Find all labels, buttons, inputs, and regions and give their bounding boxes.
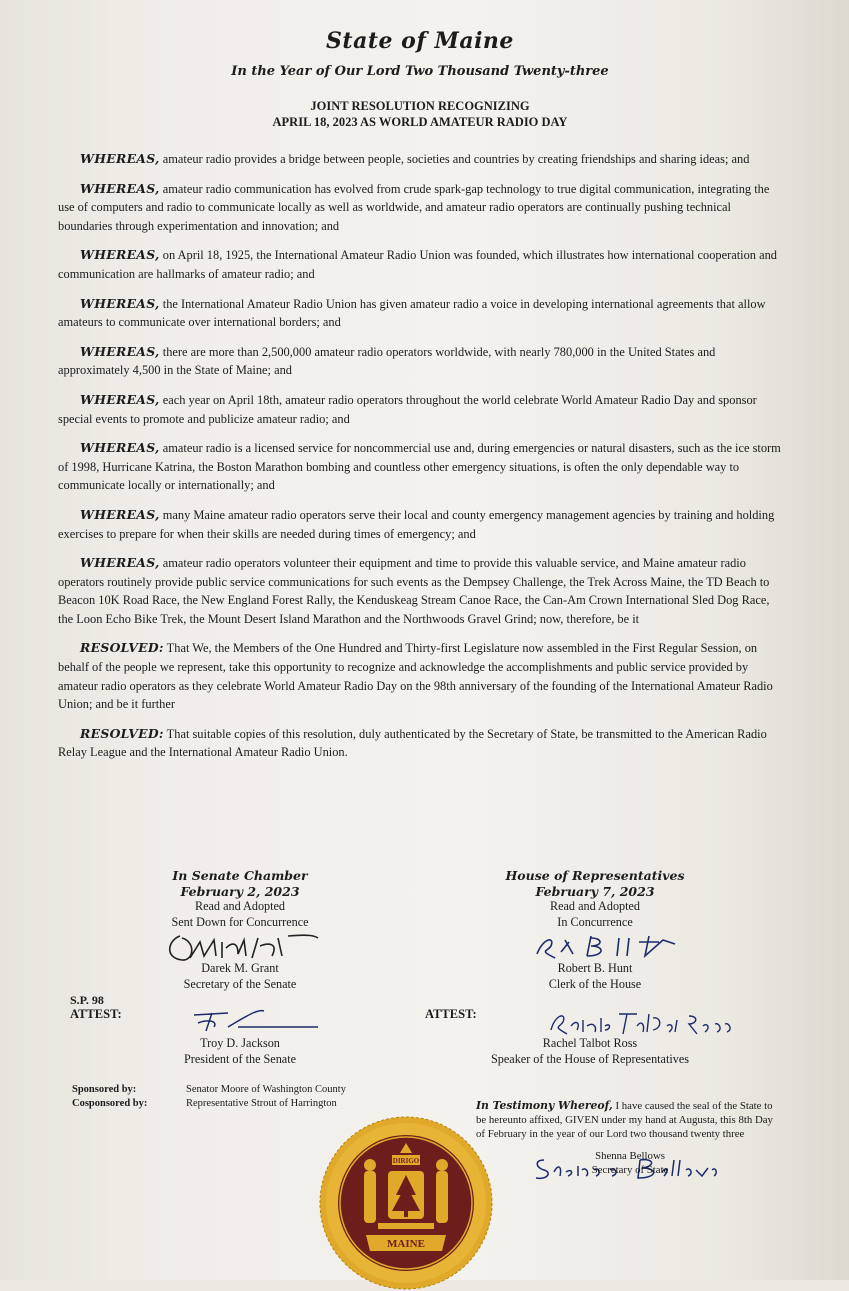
president-name: Troy D. Jackson — [200, 1036, 280, 1050]
resolved-paragraph — [58, 639, 786, 713]
maine-state-seal — [318, 1115, 494, 1291]
sos-name: Shenna Bellows — [595, 1150, 665, 1162]
senate-heading: In Senate Chamber — [172, 868, 308, 883]
paragraph-text: amateur radio provides a bridge between people, societies and countries by creating friendships and sharing ideas; and — [159, 152, 750, 166]
cosponsored-value: Representative Strout of Harrington — [186, 1098, 337, 1109]
sos-title: Secretary of State — [591, 1163, 669, 1176]
paragraph-text: the International Amateur Radio Union has given amateur radio a voice in developing international agreements that allow amateurs to communicate over international borders; and — [58, 296, 766, 330]
speaker-block — [450, 1036, 730, 1067]
paragraph-keyword: WHEREAS, — [80, 506, 160, 522]
senate-date: February 2, 2023 — [180, 883, 300, 899]
seal-banner — [366, 1235, 446, 1251]
house-heading: House of Representatives — [505, 868, 685, 883]
whereas-paragraph — [58, 506, 786, 543]
paragraph-keyword: WHEREAS, — [80, 247, 160, 263]
title-line-2: APRIL 18, 2023 AS WORLD AMATEUR RADIO DAY — [272, 115, 568, 129]
paragraph-text: That We, the Members of the One Hundred and Thirty-first Legislature now assembled in the First Regular Session, on behalf of the people we represent, take this opportunity to recognize and acknowledge the accomplishments and public service provided by amateur radio operators as they celebrate World Amateur Radio Day on the 98th anniversary of the founding of the International Amateur Radio Union; and be it further — [58, 641, 773, 712]
president-block — [150, 1036, 330, 1067]
house-signer: Robert B. Hunt — [557, 961, 633, 975]
whereas-paragraph — [58, 150, 786, 169]
sponsored-value: Senator Moore of Washington County — [186, 1084, 346, 1095]
resolved-paragraph — [58, 725, 786, 762]
grant-signature — [160, 928, 330, 970]
testimony-text: I have caused the seal of the State to be hereunto affixed, GIVEN under my hand at Augusta, this 8th Day of February in the year of our Lord two thousand twenty three — [476, 1100, 773, 1140]
testimony-lead: In Testimony Whereof, — [476, 1099, 613, 1112]
sp-number: S.P. 98 — [70, 993, 104, 1007]
whereas-paragraph — [58, 554, 786, 628]
paragraph-keyword: RESOLVED: — [80, 640, 164, 656]
paragraph-keyword: RESOLVED: — [80, 725, 164, 741]
whereas-paragraph — [58, 439, 786, 495]
whereas-paragraph — [58, 246, 786, 283]
sponsored-label: Sponsored by: — [72, 1084, 137, 1095]
president-title: President of the Senate — [183, 1051, 297, 1066]
paragraph-text: amateur radio communication has evolved from crude spark-gap technology to true digital communication, integrating the use of computers and radio to communicate locally as well as worldwide, and amateur radio operators are continually pushing technical boundaries through experimentation and innovation; and — [58, 181, 770, 233]
paragraph-text: on April 18, 1925, the International Amateur Radio Union was founded, which illustrates how international cooperation and communication are hallmarks of amateur radio; and — [58, 248, 777, 281]
paragraph-keyword: WHEREAS, — [80, 440, 160, 456]
senate-signer-title: Secretary of the Senate — [183, 976, 297, 991]
senate-signer: Darek M. Grant — [201, 961, 279, 975]
seal-motto: DIRIGO — [392, 1157, 420, 1165]
attest-label-left: ATTEST: — [70, 1007, 122, 1021]
whereas-paragraph — [58, 391, 786, 428]
paragraph-keyword: WHEREAS, — [80, 555, 160, 571]
senate-line-1: Read and Adopted — [194, 899, 286, 913]
jackson-signature — [188, 1005, 328, 1035]
resolution-title — [0, 98, 840, 130]
whereas-paragraph — [58, 180, 786, 236]
paragraph-keyword: WHEREAS, — [80, 151, 160, 166]
testimony-paragraph — [476, 1099, 776, 1141]
hunt-signature — [525, 928, 695, 964]
house-line-2: In Concurrence — [557, 914, 633, 929]
title-line-1: JOINT RESOLUTION RECOGNIZING — [310, 99, 530, 113]
paragraph-keyword: WHEREAS, — [80, 391, 160, 407]
paragraph-text: each year on April 18th, amateur radio operators throughout the world celebrate World Amateur Radio Day and sponsor special events to promote and publicize amateur radio; and — [58, 392, 757, 426]
speaker-title: Speaker of the House of Representatives — [491, 1051, 689, 1066]
seal-banner-text: MAINE — [387, 1238, 425, 1250]
year-line: In the Year of Our Lord Two Thousand Twenty-three — [231, 64, 609, 79]
secretary-of-state-block — [520, 1150, 740, 1178]
senate-line-2: Sent Down for Concurrence — [171, 914, 309, 929]
paragraph-keyword: WHEREAS, — [80, 180, 160, 196]
whereas-paragraph — [58, 295, 786, 332]
whereas-paragraph — [58, 343, 786, 380]
speaker-name: Rachel Talbot Ross — [542, 1036, 638, 1050]
paragraph-text: there are more than 2,500,000 amateur radio operators worldwide, with nearly 780,000 in the United States and approximately 4,500 in the State of Maine; and — [58, 344, 716, 378]
attest-label-right: ATTEST: — [425, 1007, 477, 1021]
house-date: February 7, 2023 — [535, 883, 655, 899]
paragraph-keyword: WHEREAS, — [80, 295, 160, 311]
resolution-body — [58, 150, 786, 773]
state-title: State of Maine — [326, 28, 514, 54]
paragraph-keyword: WHEREAS, — [80, 343, 160, 359]
paragraph-text: That suitable copies of this resolution, duly authenticated by the Secretary of State, be transmitted to the American Radio Relay League and the International Amateur Radio Union. — [58, 726, 767, 760]
paragraph-text: amateur radio is a licensed service for noncommercial use and, during emergencies or natural disasters, such as the ice storm of 1998, Hurricane Katrina, the Boston Marathon bombing and countless other emergency situations, is often the only dependable way to communicate locally or internationally; and — [58, 441, 781, 493]
cosponsored-label: Cosponsored by: — [72, 1098, 148, 1109]
house-signer-title: Clerk of the House — [548, 976, 642, 991]
paragraph-text: many Maine amateur radio operators serve their local and county emergency management agencies by training and holding exercises to prepare for when their skills are needed during times of emergency; and — [58, 507, 775, 541]
paragraph-text: amateur radio operators volunteer their equipment and time to provide this valuable service, and Maine amateur radio operators routinely provide public service communications for such events as the Dempsey Challenge, the Trek Across Maine, the TD Beach to Beacon 10K Road Race, the New England Forest Rally, the Kenduskeag Stream Canoe Race, the Can-Am Crown International Sled Dog Race, the Loon Echo Bike Trek, the Mount Desert Island Marathon and the Northwoods Gravel Grind; now, therefore, be it — [58, 556, 770, 626]
house-line-1: Read and Adopted — [549, 899, 641, 913]
